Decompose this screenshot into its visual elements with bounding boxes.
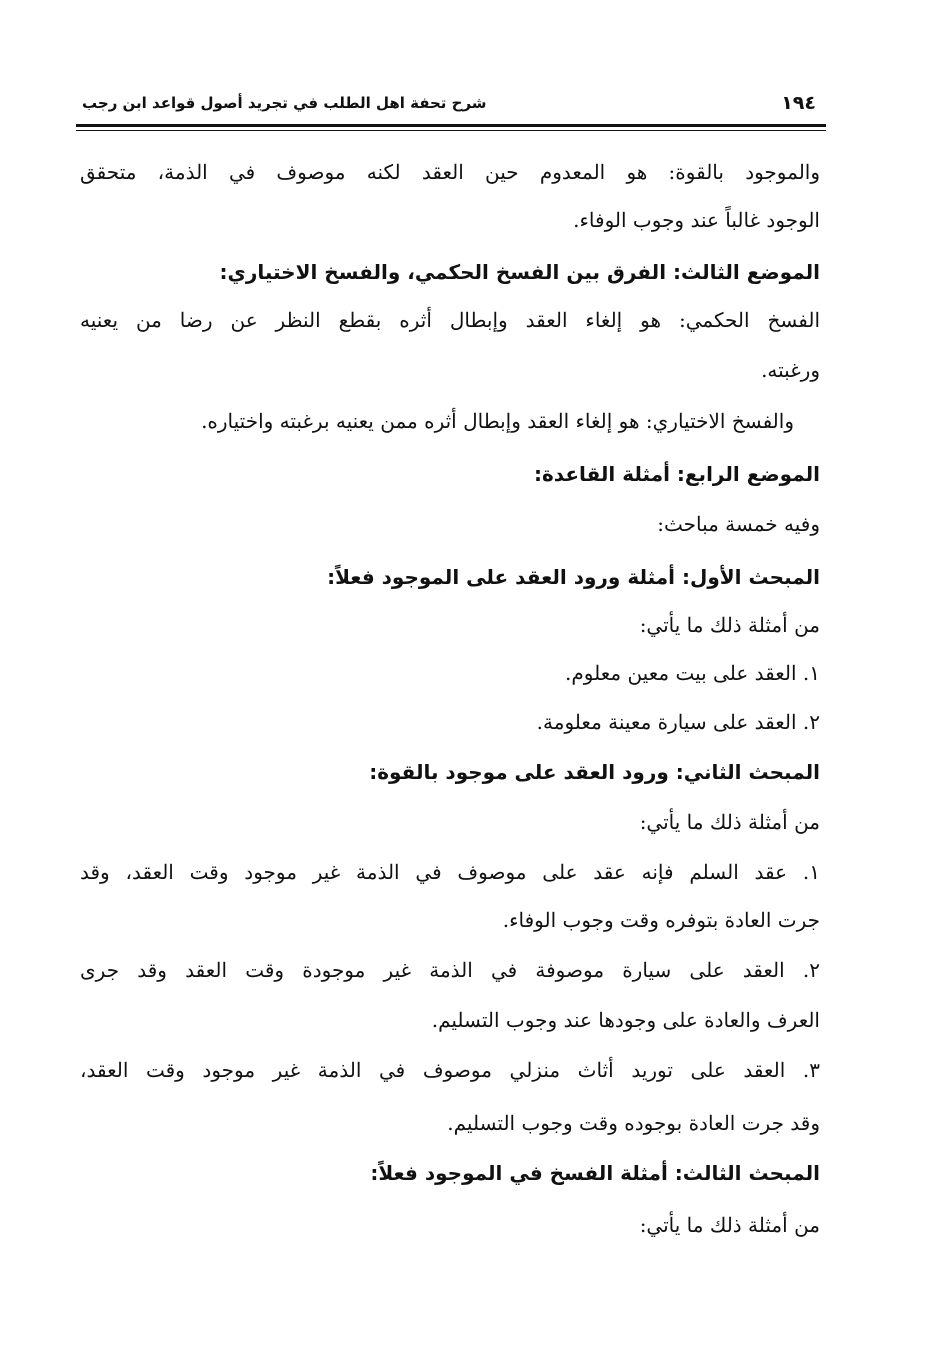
paragraph-line: من أمثلة ذلك ما يأتي: (639, 1213, 820, 1237)
list-item-continuation: العرف والعادة على وجودها عند وجوب التسليم. (431, 1008, 820, 1032)
paragraph-line: من أمثلة ذلك ما يأتي: (639, 613, 820, 637)
subsection-heading: المبحث الثالث: أمثلة الفسخ في الموجود فعلاً: (370, 1161, 820, 1185)
list-item: ٣. العقد على توريد أثاث منزلي موصوف في الذمة غير موجود وقت العقد، (80, 1058, 820, 1082)
list-item: ٢. العقد على سيارة موصوفة في الذمة غير موجودة وقت العقد وقد جرى (80, 958, 820, 982)
subsection-heading: المبحث الأول: أمثلة ورود العقد على الموجود فعلاً: (327, 565, 820, 589)
section-heading: الموضع الثالث: الفرق بين الفسخ الحكمي، والفسخ الاختياري: (219, 260, 820, 284)
paragraph-line: والفسخ الاختياري: هو إلغاء العقد وإبطال أثره ممن يعنيه برغبته واختياره. (201, 409, 794, 433)
paragraph-line: ورغبته. (761, 358, 820, 382)
list-item-continuation: وقد جرت العادة بوجوده وقت وجوب التسليم. (447, 1111, 820, 1135)
paragraph-line: الوجود غالباً عند وجوب الوفاء. (573, 208, 820, 232)
paragraph-line: والموجود بالقوة: هو المعدوم حين العقد لكنه موصوف في الذمة، متحقق (80, 160, 820, 184)
paragraph-line: الفسخ الحكمي: هو إلغاء العقد وإبطال أثره بقطع النظر عن رضا من يعنيه (80, 308, 820, 332)
running-title: شرح تحفة اهل الطلب في تجريد أصول قواعد ابن رجب (82, 94, 487, 112)
list-item: ٢. العقد على سيارة معينة معلومة. (536, 710, 820, 734)
list-item: ١. عقد السلم فإنه عقد على موصوف في الذمة غير موجود وقت العقد، وقد (80, 860, 820, 884)
page-number: ١٩٤ (781, 92, 816, 114)
paragraph-line: وفيه خمسة مباحث: (657, 512, 820, 536)
section-heading: الموضع الرابع: أمثلة القاعدة: (533, 462, 820, 486)
list-item: ١. العقد على بيت معين معلوم. (565, 661, 820, 685)
paragraph-line: من أمثلة ذلك ما يأتي: (639, 810, 820, 834)
page-body (80, 0, 820, 1370)
list-item-continuation: جرت العادة بتوفره وقت وجوب الوفاء. (502, 908, 820, 932)
subsection-heading: المبحث الثاني: ورود العقد على موجود بالقوة: (369, 760, 820, 784)
